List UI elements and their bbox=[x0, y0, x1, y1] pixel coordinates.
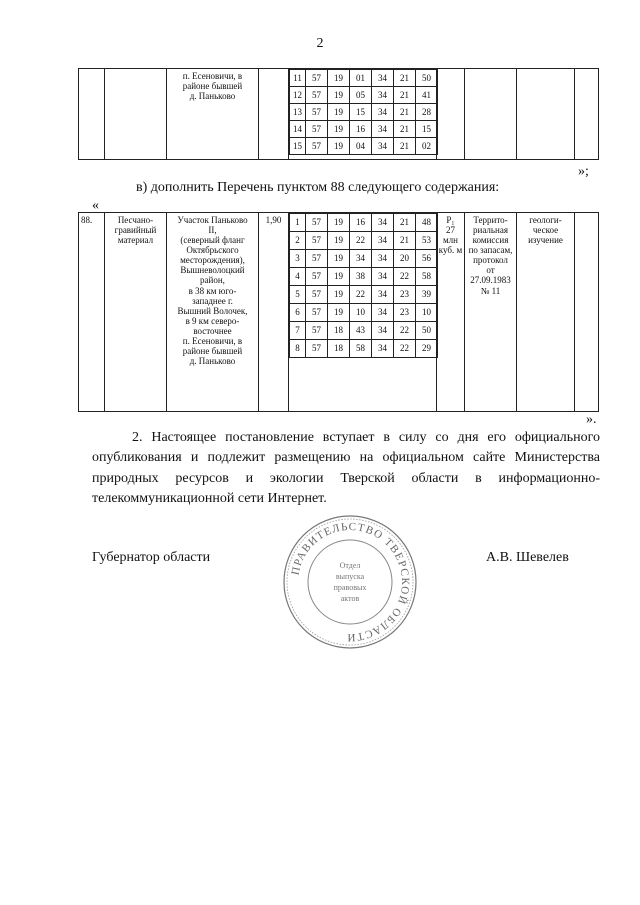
point-number: 1 bbox=[290, 214, 306, 232]
coordinate-value: 05 bbox=[350, 87, 372, 104]
coordinate-value: 21 bbox=[394, 232, 416, 250]
coordinate-value: 21 bbox=[394, 121, 416, 138]
coordinate-value: 57 bbox=[306, 104, 328, 121]
page-number: 2 bbox=[316, 36, 324, 51]
point-number: 7 bbox=[290, 322, 306, 340]
mineral-type: Песчано- гравийный материал bbox=[105, 213, 167, 412]
coordinate-value: 41 bbox=[416, 87, 438, 104]
coordinate-row bbox=[290, 268, 438, 286]
coordinate-value: 57 bbox=[306, 232, 328, 250]
coordinate-value: 53 bbox=[416, 232, 438, 250]
point-number: 3 bbox=[290, 250, 306, 268]
coordinate-value: 18 bbox=[328, 322, 350, 340]
usage-purpose: геологи- ческое изучение bbox=[517, 213, 575, 412]
section-heading: в) дополнить Перечень пунктом 88 следующего содержания: bbox=[136, 180, 500, 195]
coordinate-value: 50 bbox=[416, 322, 438, 340]
area-value: 1,90 bbox=[259, 213, 289, 412]
coordinate-value: 16 bbox=[350, 214, 372, 232]
coordinate-value: 22 bbox=[350, 232, 372, 250]
coordinate-value: 19 bbox=[328, 304, 350, 322]
coordinate-value: 18 bbox=[328, 340, 350, 358]
coordinate-value: 02 bbox=[416, 138, 438, 155]
closing-quote: »; bbox=[578, 164, 589, 179]
svg-text:правовых: правовых bbox=[333, 583, 367, 592]
coordinate-value: 57 bbox=[306, 322, 328, 340]
svg-text:Отдел: Отдел bbox=[339, 561, 361, 570]
point-number: 14 bbox=[290, 121, 306, 138]
cell-empty bbox=[437, 69, 465, 160]
coordinate-value: 29 bbox=[416, 340, 438, 358]
svg-text:выпуска: выпуска bbox=[335, 572, 365, 581]
coordinate-value: 57 bbox=[306, 286, 328, 304]
coordinate-value: 38 bbox=[350, 268, 372, 286]
coordinate-value: 23 bbox=[394, 286, 416, 304]
coordinate-row bbox=[290, 340, 438, 358]
coordinate-value: 57 bbox=[306, 214, 328, 232]
cell-empty bbox=[259, 69, 289, 160]
coordinate-value: 48 bbox=[416, 214, 438, 232]
coordinate-row bbox=[290, 322, 438, 340]
point-number: 5 bbox=[290, 286, 306, 304]
svg-text:актов: актов bbox=[340, 594, 360, 603]
cell-empty bbox=[465, 69, 517, 160]
coordinate-value: 57 bbox=[306, 138, 328, 155]
coordinate-value: 19 bbox=[328, 138, 350, 155]
coordinate-row bbox=[290, 138, 438, 155]
cell-empty bbox=[575, 213, 599, 412]
coordinate-value: 58 bbox=[416, 268, 438, 286]
coordinate-value: 10 bbox=[416, 304, 438, 322]
coordinate-row bbox=[290, 87, 438, 104]
coordinate-value: 22 bbox=[394, 268, 416, 286]
coordinate-value: 22 bbox=[394, 340, 416, 358]
coordinate-value: 57 bbox=[306, 250, 328, 268]
coordinate-value: 57 bbox=[306, 340, 328, 358]
coordinate-value: 34 bbox=[350, 250, 372, 268]
coordinate-value: 34 bbox=[372, 322, 394, 340]
cell-empty bbox=[517, 69, 575, 160]
coordinate-value: 19 bbox=[328, 268, 350, 286]
coordinate-value: 43 bbox=[350, 322, 372, 340]
cell-empty bbox=[105, 69, 167, 160]
coordinate-row bbox=[290, 250, 438, 268]
coordinate-value: 21 bbox=[394, 214, 416, 232]
coordinate-value: 19 bbox=[328, 232, 350, 250]
reserves-value: P₁ 27 млн куб. м bbox=[437, 213, 465, 412]
paragraph-2: 2. Настоящее постановление вступает в силу со дня его официального опубликования и подлежит размещению на официальном сайте Министерства природных ресурсов и экологии Тверской области в информационно-телекоммуникационной сети Интернет. bbox=[92, 430, 600, 506]
point-number: 11 bbox=[290, 70, 306, 87]
coordinate-value: 19 bbox=[328, 70, 350, 87]
point-number: 8 bbox=[290, 340, 306, 358]
coordinate-value: 34 bbox=[372, 250, 394, 268]
coordinate-value: 16 bbox=[350, 121, 372, 138]
coordinate-value: 34 bbox=[372, 104, 394, 121]
coordinate-value: 21 bbox=[394, 104, 416, 121]
coordinate-value: 21 bbox=[394, 138, 416, 155]
coordinate-row bbox=[290, 304, 438, 322]
coordinate-value: 21 bbox=[394, 70, 416, 87]
coordinate-value: 34 bbox=[372, 340, 394, 358]
coordinate-row bbox=[290, 104, 438, 121]
coordinate-value: 34 bbox=[372, 304, 394, 322]
coordinate-value: 10 bbox=[350, 304, 372, 322]
coordinate-value: 20 bbox=[394, 250, 416, 268]
coordinate-value: 57 bbox=[306, 121, 328, 138]
point-number: 6 bbox=[290, 304, 306, 322]
table-item-88 bbox=[78, 212, 599, 412]
coordinate-value: 22 bbox=[350, 286, 372, 304]
site-description: Участок Паньково II, (северный фланг Октябрьского месторождения), Вышневолоцкий район, в 38 км юго- западнее г. Вышний Волочек, в 9 км северо- восточнее п. Есеновичи, в районе бывшей д. Паньково bbox=[167, 213, 259, 412]
coordinate-row bbox=[290, 286, 438, 304]
cell-empty bbox=[575, 69, 599, 160]
opening-quote: « bbox=[92, 198, 99, 213]
coordinate-value: 34 bbox=[372, 70, 394, 87]
coordinate-value: 19 bbox=[328, 87, 350, 104]
approval-document: Террито- риальная комиссия по запасам, протокол от 27.09.1983 № 11 bbox=[465, 213, 517, 412]
coordinate-value: 34 bbox=[372, 286, 394, 304]
point-number: 12 bbox=[290, 87, 306, 104]
coordinate-value: 34 bbox=[372, 87, 394, 104]
coordinate-value: 04 bbox=[350, 138, 372, 155]
coordinate-row bbox=[290, 121, 438, 138]
coordinate-value: 34 bbox=[372, 214, 394, 232]
coordinate-value: 19 bbox=[328, 214, 350, 232]
coordinate-row bbox=[290, 70, 438, 87]
coordinate-value: 21 bbox=[394, 87, 416, 104]
coordinate-value: 39 bbox=[416, 286, 438, 304]
coordinate-value: 15 bbox=[416, 121, 438, 138]
official-seal bbox=[280, 512, 420, 652]
coordinate-value: 34 bbox=[372, 232, 394, 250]
coordinate-value: 34 bbox=[372, 138, 394, 155]
signature-name: А.В. Шевелев bbox=[486, 550, 569, 565]
coordinate-value: 19 bbox=[328, 250, 350, 268]
table-continuation bbox=[78, 68, 599, 160]
coordinate-value: 19 bbox=[328, 121, 350, 138]
closing-quote: ». bbox=[586, 412, 597, 427]
coordinate-value: 22 bbox=[394, 322, 416, 340]
point-number: 13 bbox=[290, 104, 306, 121]
coordinates-cell bbox=[289, 213, 437, 412]
coordinate-value: 28 bbox=[416, 104, 438, 121]
svg-text:ПРАВИТЕЛЬСТВО ТВЕРСКОЙ ОБЛАСТИ: ПРАВИТЕЛЬСТВО ТВЕРСКОЙ ОБЛАСТИ bbox=[289, 520, 412, 644]
coordinate-value: 01 bbox=[350, 70, 372, 87]
coordinate-value: 57 bbox=[306, 87, 328, 104]
cell-empty bbox=[79, 69, 105, 160]
coordinate-value: 57 bbox=[306, 70, 328, 87]
site-location: п. Есеновичи, в районе бывшей д. Паньково bbox=[167, 69, 259, 160]
coordinate-value: 56 bbox=[416, 250, 438, 268]
coordinates-table bbox=[289, 69, 438, 155]
coordinate-value: 19 bbox=[328, 104, 350, 121]
coordinates-table bbox=[289, 213, 438, 358]
point-number: 4 bbox=[290, 268, 306, 286]
coordinate-value: 19 bbox=[328, 286, 350, 304]
coordinate-value: 50 bbox=[416, 70, 438, 87]
coordinate-value: 34 bbox=[372, 268, 394, 286]
item-number: 88. bbox=[79, 213, 105, 412]
coordinate-row bbox=[290, 214, 438, 232]
coordinate-value: 15 bbox=[350, 104, 372, 121]
coordinate-row bbox=[290, 232, 438, 250]
signature-position: Губернатор области bbox=[92, 550, 211, 565]
coordinate-value: 58 bbox=[350, 340, 372, 358]
coordinate-value: 57 bbox=[306, 268, 328, 286]
coordinate-value: 34 bbox=[372, 121, 394, 138]
point-number: 2 bbox=[290, 232, 306, 250]
coordinate-value: 57 bbox=[306, 304, 328, 322]
coordinates-cell bbox=[289, 69, 437, 160]
point-number: 15 bbox=[290, 138, 306, 155]
coordinate-value: 23 bbox=[394, 304, 416, 322]
